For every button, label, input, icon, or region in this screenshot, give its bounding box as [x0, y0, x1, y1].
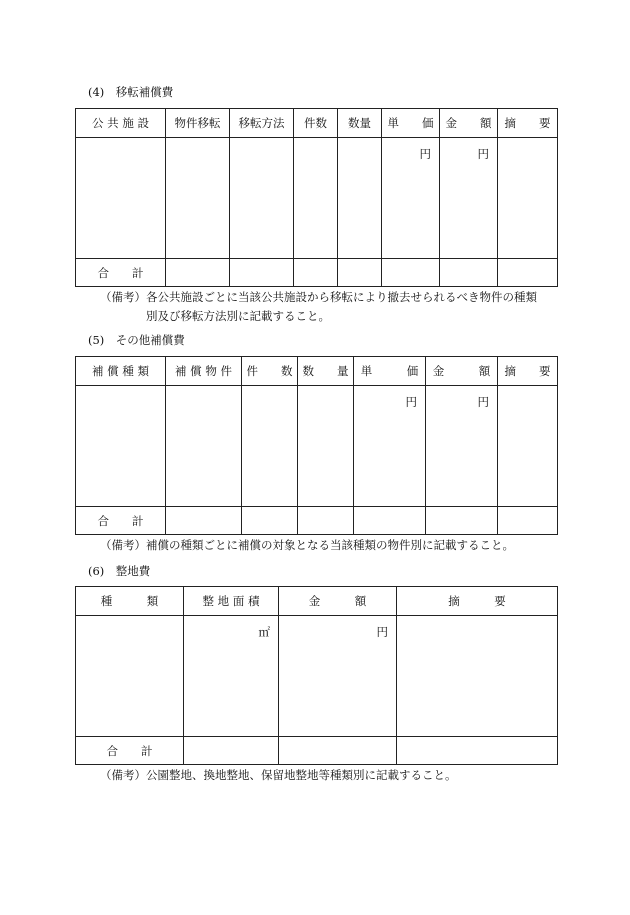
- note-text-line1: 公園整地、換地整地、保留地整地等種類別に記載すること。: [146, 768, 457, 782]
- section-5-title: (5) その他補償費: [88, 333, 185, 347]
- header-count: 件 数: [242, 357, 298, 386]
- note-text-line2: 別及び移転方法別に記載すること。: [146, 309, 330, 323]
- cell-type: [76, 616, 184, 737]
- cell-public-facility: [76, 138, 166, 259]
- section-4-note: [100, 288, 537, 326]
- total-label: 合 計: [76, 737, 184, 765]
- header-count: 件数: [294, 109, 338, 138]
- table-header-row: [76, 587, 558, 616]
- other-compensation-table: [75, 356, 558, 535]
- cell-amount: [279, 616, 397, 737]
- header-quantity: 数量: [338, 109, 382, 138]
- header-type: 種 類: [76, 587, 184, 616]
- header-relocation-method: 移転方法: [230, 109, 294, 138]
- table-total-row: [76, 737, 558, 765]
- header-compensation-property: 補 償 物 件: [166, 357, 242, 386]
- note-prefix: （備考）: [100, 538, 146, 552]
- header-amount: 金 額: [279, 587, 397, 616]
- table-header-row: [76, 357, 558, 386]
- cell-count: [294, 138, 338, 259]
- land-leveling-table: [75, 586, 558, 765]
- header-amount: 金 額: [426, 357, 498, 386]
- cell-relocation-method: [230, 138, 294, 259]
- cell-unit-price: [354, 386, 426, 507]
- note-text-line1: 補償の種類ごとに補償の対象となる当該種類の物件別に記載すること。: [146, 538, 514, 552]
- header-compensation-type: 補 償 種 類: [76, 357, 166, 386]
- table-body-row: [76, 616, 558, 737]
- yen-unit: 円: [405, 395, 417, 409]
- header-unit-price: 単 価: [382, 109, 440, 138]
- cell-remarks: [397, 616, 558, 737]
- section-4-title: (4) 移転補償費: [88, 85, 174, 99]
- relocation-compensation-table: [75, 108, 558, 287]
- yen-unit: 円: [477, 147, 489, 161]
- square-meter-unit: ㎡: [258, 625, 270, 639]
- cell-count: [242, 386, 298, 507]
- cell-unit-price: [382, 138, 440, 259]
- note-text-line1: 各公共施設ごとに当該公共施設から移転により撤去せられるべき物件の種類: [146, 290, 537, 304]
- total-label: 合 計: [76, 507, 166, 535]
- header-remarks: 摘 要: [397, 587, 558, 616]
- table-total-row: [76, 259, 558, 287]
- section-6-note: [100, 766, 457, 785]
- cell-amount: [440, 138, 498, 259]
- header-amount: 金 額: [440, 109, 498, 138]
- table-total-row: [76, 507, 558, 535]
- header-remarks: 摘 要: [498, 357, 558, 386]
- total-label: 合 計: [76, 259, 166, 287]
- cell-compensation-type: [76, 386, 166, 507]
- cell-compensation-property: [166, 386, 242, 507]
- table-body-row: [76, 138, 558, 259]
- yen-unit: 円: [419, 147, 431, 161]
- section-5-note: [100, 536, 514, 555]
- yen-unit: 円: [376, 625, 388, 639]
- header-leveling-area: 整 地 面 積: [184, 587, 279, 616]
- cell-property-relocation: [166, 138, 230, 259]
- section-6-title: (6) 整地費: [88, 564, 151, 578]
- header-public-facility: 公 共 施 設: [76, 109, 166, 138]
- table-body-row: [76, 386, 558, 507]
- table-header-row: [76, 109, 558, 138]
- header-unit-price: 単 価: [354, 357, 426, 386]
- cell-remarks: [498, 386, 558, 507]
- cell-leveling-area: [184, 616, 279, 737]
- note-prefix: （備考）: [100, 290, 146, 304]
- note-prefix: （備考）: [100, 768, 146, 782]
- cell-quantity: [298, 386, 354, 507]
- cell-remarks: [498, 138, 558, 259]
- yen-unit: 円: [477, 395, 489, 409]
- header-property-relocation: 物件移転: [166, 109, 230, 138]
- header-quantity: 数 量: [298, 357, 354, 386]
- cell-amount: [426, 386, 498, 507]
- header-remarks: 摘 要: [498, 109, 558, 138]
- cell-quantity: [338, 138, 382, 259]
